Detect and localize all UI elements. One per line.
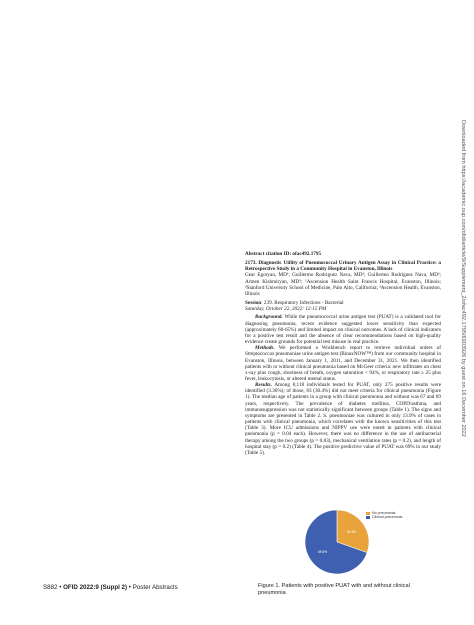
- author-list: Gear Egoryan, MD¹; Guillermo Rodriguez Nava, MD²; Guillermo Rodriguez Nava, MD²; Armen Kishmiryan, MD³; ¹Ascension Health Saint Francis Hospital, Evanston, Illinois; ²Stanford University School of Medicine, Palo Alto, California; ³Ascension Health, Evanston, Illinois: [245, 272, 441, 297]
- background-lead: Background.: [255, 314, 283, 321]
- pie-slices: [305, 510, 369, 574]
- section-name: Poster Abstracts: [132, 584, 178, 591]
- results-paragraph: [245, 382, 441, 456]
- session-text: : 239. Respiratory Infections - Bacterial: [261, 300, 344, 307]
- citation-id: Abstract citation ID: ofac492.1795: [245, 251, 322, 257]
- legend-label: No pneumonia: [372, 511, 396, 515]
- abstract-title: 2173. Diagnostic Utility of Pneumococcal Urinary Antigen Assay in Clinical Practice: a Retrospective Study in a Community Hospital in Evanston, Illinois: [245, 260, 441, 273]
- journal-volume: 2022:9 (Suppl 2): [79, 584, 128, 591]
- background-paragraph: [245, 314, 441, 345]
- results-text: Among 8,118 individuals tested for PUAT, only 275 positive results were identified (3.36%); of those, 83 (30.4%) did not meet criteria for clinical pneumonia (Figure 1). The median age of patients in a group with clinical pneumonia and without was 67 and 69 years, respectively. The prevalence of diabetes mellitus, COPD/asthma, and immunosuppression was not statistically significant between groups (Table 1). The signs and symptoms are presented in Table 2. S. pneumoniae was cultured in only 13.9% of cases in patients with clinical pneumonia, which correlates with the known sensitivities of this test (Table 3). More ICU admissions and NIPPV use were noted in patients with clinical pneumonia (p = 0.04 each). However, there was no difference in the use of antibacterial therapy among the two groups (p = 0.83), mechanical ventilation rates (p = 0.2), and length of hospital stay (p = 0.2) (Table 4). The positive predictive value of PUAT was 69% in our study (Table 5).: [245, 382, 441, 456]
- page-footer: [43, 584, 178, 591]
- legend-item-clinical-pneumonia: [366, 515, 402, 519]
- pie-data-label: 69.6%: [318, 550, 328, 555]
- pie-data-label: 30.4%: [346, 529, 356, 534]
- footer-bullet: •: [59, 584, 62, 591]
- methods-text: We performed a Workbench report to retrieve individual orders of Streptococcus pneumoniae urine antigen test (BinaxNOW™) from our community hospital in Evanston, Illinois, between January 1, 2011, and December 31, 2021. We then identified patients with or without clinical pneumonia based on McGeer criteria: new infiltrates on chest x-ray plus cough, shortness of breath, oxygen saturation < 94%, or respiratory rate ≥ 25 plus fever, leukocytosis, or altered mental status.: [245, 345, 441, 382]
- footer-bullet: •: [128, 584, 131, 591]
- abstract-article: [245, 251, 441, 456]
- background-text: While the pneumococcal urine antigen test (PUAT) is a validated tool for diagnosing pneumonia, recent evidence suggested lower sensitivity than expected (approximately 60-65%) and limited impact on clinical outcomes. A lack of clinical indicators for a positive test result and the absence of clear recommendations based on high-quality evidence create grounds for potential test misuse in real practice.: [245, 314, 442, 346]
- download-notice: [452, 120, 466, 540]
- session-date: Saturday, October 22, 2022: 12:15 PM: [245, 306, 327, 313]
- methods-paragraph: [245, 345, 441, 382]
- methods-lead: Methods.: [255, 345, 275, 352]
- figure-caption: Figure 1. Patients with positive PUAT with and without clinical pneumonia: [258, 583, 410, 596]
- legend-label: Clinical pneumonia: [372, 515, 403, 520]
- page-number: S882: [43, 584, 58, 591]
- legend-swatch: [366, 512, 370, 515]
- journal-name: OFID: [63, 584, 78, 591]
- download-notice-text: Downloaded from https://academic.oup.com/ofid/article/9/Supplement_2/ofac492.1795/6903926 by guest on 16 December 2022: [460, 120, 466, 437]
- results-lead: Results.: [255, 382, 272, 389]
- chart-legend: [366, 511, 402, 519]
- legend-swatch: [366, 516, 370, 519]
- session-label: Session: [245, 300, 262, 307]
